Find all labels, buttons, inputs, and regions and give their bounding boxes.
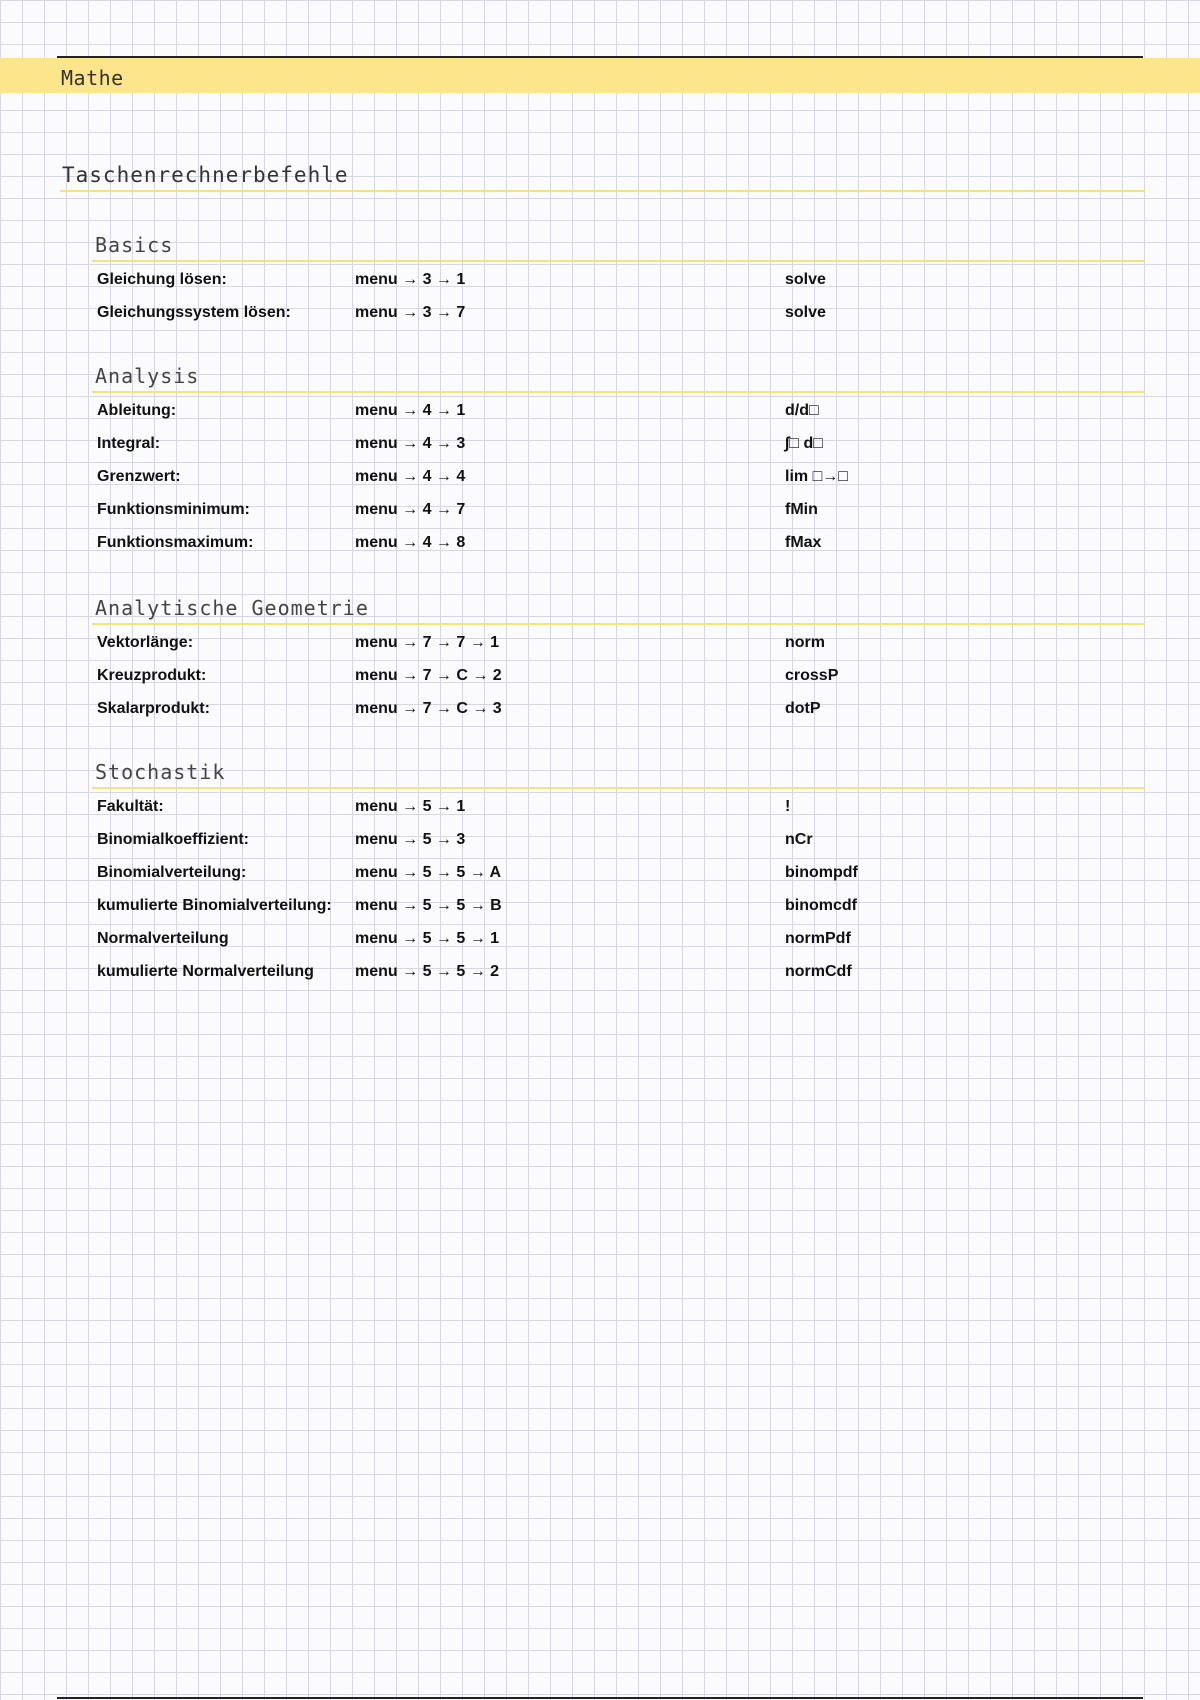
menu-path: menu → 7 → C → 2	[355, 667, 502, 684]
command-label: Fakultät:	[97, 798, 164, 815]
command-name: lim □→□	[785, 468, 848, 485]
command-row	[0, 930, 1200, 960]
command-row	[0, 897, 1200, 927]
heading-underline	[60, 190, 1145, 192]
command-name: fMax	[785, 534, 822, 551]
menu-path: menu → 4 → 7	[355, 501, 466, 518]
header-band	[0, 58, 1200, 93]
command-name: fMin	[785, 501, 818, 518]
command-label: Grenzwert:	[97, 468, 181, 485]
command-label: kumulierte Normalverteilung	[97, 963, 314, 980]
command-row	[0, 271, 1200, 301]
page-heading: Taschenrechnerbefehle	[62, 163, 349, 187]
command-label: Gleichungssystem lösen:	[97, 304, 291, 321]
section-underline	[92, 787, 1144, 789]
menu-path: menu → 7 → 7 → 1	[355, 634, 500, 651]
section-title: Basics	[95, 233, 174, 257]
section-underline	[92, 260, 1144, 262]
command-label: Ableitung:	[97, 402, 177, 419]
command-label: Normalverteilung	[97, 930, 229, 947]
command-row	[0, 963, 1200, 993]
section-title: Analytische Geometrie	[95, 596, 369, 620]
command-name: normCdf	[785, 963, 852, 980]
menu-path: menu → 4 → 1	[355, 402, 466, 419]
command-label: Gleichung lösen:	[97, 271, 227, 288]
command-name: nCr	[785, 831, 813, 848]
command-name: crossP	[785, 667, 839, 684]
command-row	[0, 435, 1200, 465]
command-name: dotP	[785, 700, 821, 717]
command-name: d/d□	[785, 402, 819, 419]
menu-path: menu → 5 → 5 → 1	[355, 930, 500, 947]
command-name: norm	[785, 634, 825, 651]
menu-path: menu → 5 → 3	[355, 831, 466, 848]
bottom-rule	[57, 1697, 1143, 1699]
command-label: Funktionsmaximum:	[97, 534, 254, 551]
menu-path: menu → 7 → C → 3	[355, 700, 502, 717]
menu-path: menu → 4 → 4	[355, 468, 466, 485]
command-name: !	[785, 798, 791, 815]
notebook-title: Mathe	[61, 66, 124, 90]
section-title: Analysis	[95, 364, 200, 388]
section-underline	[92, 391, 1144, 393]
command-row	[0, 864, 1200, 894]
command-name: ∫□ d□	[785, 435, 823, 452]
command-name: solve	[785, 271, 826, 288]
command-label: Integral:	[97, 435, 161, 452]
command-row	[0, 667, 1200, 697]
section-title: Stochastik	[95, 760, 226, 784]
command-row	[0, 634, 1200, 664]
command-row	[0, 798, 1200, 828]
command-label: Binomialverteilung:	[97, 864, 247, 881]
menu-path: menu → 3 → 1	[355, 271, 466, 288]
command-row	[0, 534, 1200, 564]
command-row	[0, 501, 1200, 531]
section-underline	[92, 623, 1144, 625]
menu-path: menu → 5 → 5 → A	[355, 864, 502, 881]
command-name: binomcdf	[785, 897, 857, 914]
menu-path: menu → 5 → 1	[355, 798, 466, 815]
menu-path: menu → 4 → 3	[355, 435, 466, 452]
menu-path: menu → 5 → 5 → B	[355, 897, 502, 914]
command-label: kumulierte Binomialverteilung:	[97, 897, 332, 914]
menu-path: menu → 4 → 8	[355, 534, 466, 551]
command-row	[0, 831, 1200, 861]
command-name: binompdf	[785, 864, 858, 881]
command-label: Skalarprodukt:	[97, 700, 210, 717]
command-label: Kreuzprodukt:	[97, 667, 207, 684]
command-name: solve	[785, 304, 826, 321]
menu-path: menu → 3 → 7	[355, 304, 466, 321]
command-label: Binomialkoeffizient:	[97, 831, 250, 848]
command-row	[0, 304, 1200, 334]
command-label: Funktionsminimum:	[97, 501, 250, 518]
command-label: Vektorlänge:	[97, 634, 194, 651]
command-row	[0, 468, 1200, 498]
command-name: normPdf	[785, 930, 851, 947]
menu-path: menu → 5 → 5 → 2	[355, 963, 500, 980]
command-row	[0, 700, 1200, 730]
command-row	[0, 402, 1200, 432]
